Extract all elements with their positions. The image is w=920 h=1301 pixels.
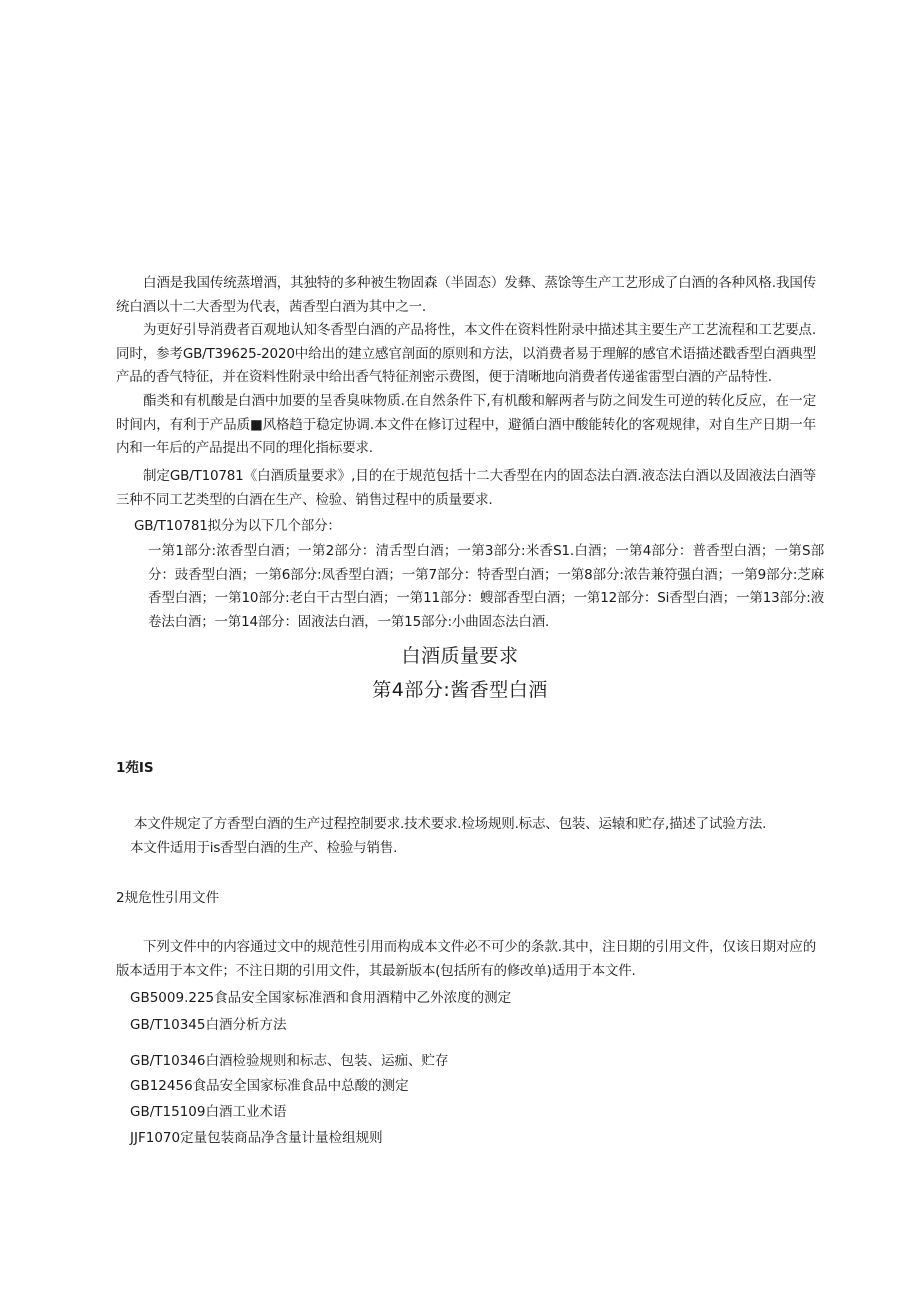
reference-item: GB/T10346白酒检验规则和标志、包装、运痂、贮存 xyxy=(130,1053,449,1069)
foreword-paragraph-4: 制定GB/T10781《白酒质量要求》,目的在于规范包括十二大香型在内的固态法白酒.液态法白酒以及固液法白酒等三种不同工艺类型的白酒在生产、检验、销售过程中的质量要求. xyxy=(116,468,816,508)
reference-item: GB12456食品安全国家标准食品中总酸的测定 xyxy=(130,1078,409,1094)
reference-item: GB5009.225食品安全国家标准酒和食用酒精中乙外浓度的测定 xyxy=(130,990,512,1006)
reference-item: JJF1070定量包装商品净含量计量检组规则 xyxy=(130,1130,383,1146)
section-2-intro: 下列文件中的内容通过文中的规范性引用而构成本文件必不可少的条款.其中，注日期的引用文件，仅该日期对应的版本适用于本文件；不注日期的引用文件，其最新版本(包括所有的修改单)适用于本文件. xyxy=(116,939,816,979)
section-1-scope-line: 本文件规定了方香型白酒的生产过程控制要求.技术要求.检场规则.标志、包装、运辕和贮存,描述了试验方法. xyxy=(134,816,767,832)
section-2-heading: 2规危性引用文件 xyxy=(116,890,220,906)
document-subtitle: 第4部分:酱香型白酒 xyxy=(372,679,548,701)
reference-item: GB/T10345白酒分析方法 xyxy=(130,1017,287,1033)
foreword-paragraph-2: 为更好引导消费者百观地认知冬香型白酒的产品将性，本文件在资料性附录中描述其主要生产工艺流程和工艺要点.同时，参考GB/T39625-2020中给出的建立感官剖面的原则和方法，以消费者易于理解的感官术语描述戳香型白酒典型产品的香气特征，并在资料性附录中给出香气特征剂密示费图，便于清晰地向消费者传递雀雷型白酒的产品特性. xyxy=(116,322,816,385)
reference-item: GB/T15109白酒工业术语 xyxy=(130,1104,287,1120)
document-title: 白酒质量要求 xyxy=(401,645,519,667)
section-1-applicability-line: 本文件适用于is香型白酒的生产、检验与销售. xyxy=(130,840,398,856)
foreword-parts-list: 一第1部分:浓香型白酒；一第2部分：清舌型白酒；一第3部分:米香S1.白酒；一第4部分：普香型白酒；一第S部分：豉香型白酒；一第6部分:凤香型白酒；一第7部分：特香型白酒；一第8部分:浓告兼符强白酒；一第9部分:芝麻香型白酒；一第10部分:老白干古型白酒；一第11部分：螋部香型白酒；一第12部分：Si香型白酒；一第13部分:液卷法白酒；一第14部分：固液法白酒，一第15部分:小曲固态法白酒. xyxy=(148,543,824,630)
section-1-heading: 1苑IS xyxy=(116,760,154,776)
foreword-paragraph-1: 白酒是我国传统蒸增酒，其独特的多种被生物固森（半固态）发彝、蒸馀等生产工艺形成了白酒的各种风格.我国传统白酒以十二大香型为代表，茜香型白酒为其中之一. xyxy=(116,275,816,315)
foreword-parts-intro: GB/T10781拟分为以下几个部分： xyxy=(134,518,341,534)
foreword-paragraph-3: 酯类和有机酸是白酒中加要的呈香臭味物质.在自然条件下,有机酸和解两者与防之间发生可逆的转化反应，在一定时间内，有利于产品质■风格趋于稳定协调.本文件在修订过程中，避循白酒中酸能转化的客观规律，对自生产日期一年内和一年后的产品提出不同的理化指标要求. xyxy=(116,393,816,456)
